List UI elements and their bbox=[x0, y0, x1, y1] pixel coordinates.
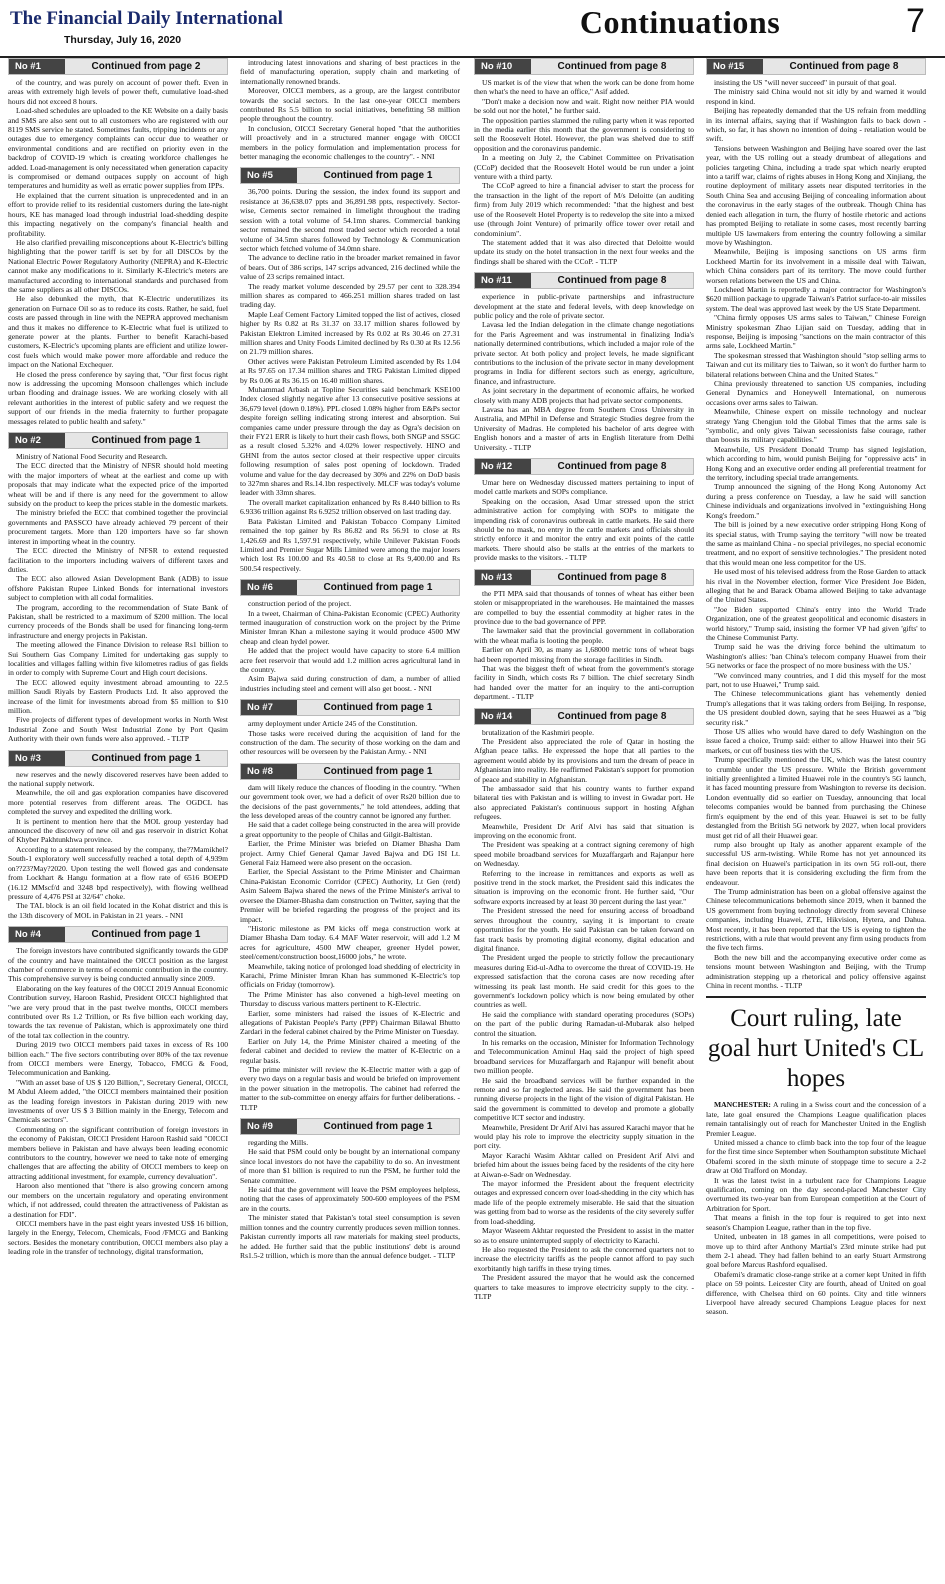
article-paragraph: He added that the project would have capacity to store 6.4 million acre feet reservoir that would add 1.2 million acres agricultural land in the country. bbox=[240, 646, 460, 674]
article-paragraph: Trump announced the signing of the Hong Kong Autonomy Act during a press conference on Tuesday, a law he said will sanction Chinese individuals and organizations involved in "extinguishing Hong Kong's freedom." bbox=[706, 482, 926, 520]
article-paragraph: The ECC directed the Ministry of NFSR to extend requested facilitation to the importers including waivers of different taxes and duties. bbox=[8, 546, 228, 574]
article-paragraph: Earlier on April 30, as many as 1,68000 metric tons of wheat bags had been reported missing from the storage facilities in Sindh. bbox=[474, 645, 694, 664]
article-paragraph: He also debunked the myth, that K-Electric underutilizes its generation on Furnace Oil so as to reduce its costs. Rather, he said, fuel costs are passed through in line with the NEPRA approved mechanism and thus it makes no difference to K-Electric what fuel is utilized to generate power at the plants. Further to benefit Karachi-based customers, K-Electric's upcoming plants are efficient and utilize lower-cost fuels which would make power more affordable and reduce the impact on the National Exchequer. bbox=[8, 294, 228, 370]
article-paragraph: Tensions between Washington and Beijing have soared over the last year, with the US rolling out a steady drumbeat of allegations and policies targeting China, including a trade spat which nearly erupted into a tariff war, claims of rights abuses in Hong Kong and Xinjiang, the routine deployment of military assets near disputed territories in the South China Sea and accusing Beijing of concealing information about the coronavirus in the early stages of the outbreak. Though China has denied each allegation in turn, the flurry of hostile rhetoric and actions has prompted Beijing to retaliate in some cases, most recently barring multiple US lawmakers from entering the country following a similar move by Washington. bbox=[706, 143, 926, 247]
article-block bbox=[240, 763, 460, 1112]
sports-paragraph: United missed a chance to climb back into the top four of the league for the first time since September when Southampton substitute Michael Obafemi scored in the sixth minute of stoppage time to secure a 2-2 draw at Old Trafford on Monday. bbox=[706, 1138, 926, 1176]
article-paragraph: "Historic milestone as PM kicks off mega construction work at Diamer Bhasha Dam today. 6.4 MAF Water reservoir, will add 1.2 M acres for agriculture, 4500 MW cheaper, greener Hydel power, steel/cement/construction boost,16000 jobs," he wrote. bbox=[240, 923, 460, 962]
continuation-header bbox=[8, 926, 228, 943]
article-paragraph: Both the new bill and the accompanying executive order come as tensions mount between Washington and Beijing, with the Trump administration stepping up a rhetorical and policy offensive against China in recent months. - TLTP bbox=[706, 952, 926, 990]
article-paragraph: He also clarified prevailing misconceptions about K-Electric's billing highlighting that the power tariff is set by for all DISCOs by the National Electric Power Regulatory Authority (NEPRA) and K-Electric cannot make any modifications to it. Similarly K-Electric's meters are manufactured according to international standards and purchased from the same suppliers as all other DISCOs. bbox=[8, 237, 228, 294]
article-paragraph: of the country, and was purely on account of power theft. Even in areas with extremely high levels of power theft, cumulative load-shed hours did not exceed 8 hours. bbox=[8, 78, 228, 106]
continuation-heading: Continued from page 1 bbox=[323, 765, 433, 777]
article-paragraph: Haroon also mentioned that "there is also growing concern among our members on the uncertain regulatory and operating environment which, if not addressed, could threaten the attractiveness of Pakistan as a destination for FDI". bbox=[8, 1181, 228, 1219]
continuation-header bbox=[474, 569, 694, 586]
article-paragraph: The foreign investors have contributed significantly towards the GDP of the country and have maintained the OICCI position as the largest chamber of commerce in terms of economic contribution in the country. This comprehensive survey is being conducted annually since 2009. bbox=[8, 946, 228, 984]
article-paragraph: Meanwhile, US President Donald Trump has signed legislation, which according to him, would punish Beijing for "oppressive acts" in Hong Kong and an executive order ending all preferential treatment for the territory, including special trade arrangements. bbox=[706, 444, 926, 483]
article-block bbox=[8, 432, 228, 744]
article-block bbox=[706, 58, 926, 990]
article-paragraph: The ready market volume descended by 29.57 per cent to 328.394 million shares as compared to 466.251 million shares traded on last trading day. bbox=[240, 281, 460, 310]
article-body bbox=[474, 292, 694, 452]
article-paragraph: The advance to decline ratio in the broader market remained in favor of bears. Out of 386 scrips, 147 scrips advanced, 216 declined while the value of 23 scrips remained intact. bbox=[240, 253, 460, 282]
article-paragraph: It is pertinent to mention here that the MOL group yesterday had announced the discovery of new oil and gas reservoir in district Kohat of Khyber Pakhtunkhwa province. bbox=[8, 816, 228, 845]
article-paragraph: Those tasks were received during the acquisition of land for the construction of the dam. The security of those working on the dam and other resources will be overseen by the Pakistan Army. - NNI bbox=[240, 728, 460, 757]
article-paragraph: Earlier, some ministers had raised the issues of K-Electric and allegations of Pakistan People's Party (PPP) Chairman Bilawal Bhutto Zardari in the federal cabinet chaired by the Prime Minister on Tuesday. bbox=[240, 1008, 460, 1037]
article-number-tag: No #8 bbox=[241, 764, 297, 779]
article-number-tag: No #10 bbox=[475, 59, 531, 74]
article-paragraph: The spokesman stressed that Washington should "stop selling arms to Taiwan and cut its military ties to Taiwan, so it won't do further harm to bilateral relations between China and the United States." bbox=[706, 350, 926, 379]
sports-paragraph: That means a finish in the top four is required to get into next season's Champion League, rather than in the top five. bbox=[706, 1213, 926, 1232]
continuation-header bbox=[240, 763, 460, 780]
continuation-header bbox=[240, 579, 460, 596]
continuation-heading: Continued from page 1 bbox=[323, 170, 433, 182]
masthead bbox=[0, 0, 945, 58]
article-body bbox=[8, 770, 228, 921]
article-body bbox=[474, 589, 694, 702]
article-body bbox=[240, 599, 460, 693]
sports-lead-text: A ruling in a Swiss court and the concession of a late, late goal ensured the Champions League qualification places remain tantalisingly out of reach for Manchester United in the English Premier League. bbox=[706, 1100, 926, 1138]
article-paragraph: As joint secretary in the department of economic affairs, he worked closely with many ADB projects that had private sector components. bbox=[474, 386, 694, 405]
continuation-heading: Continued from page 8 bbox=[557, 61, 667, 72]
column-4 bbox=[706, 58, 926, 1317]
article-paragraph: The overall market capitalization enhanced by Rs 8.440 billion to Rs 6.9336 trillion against Rs 6.9252 trillion observed on last trading day. bbox=[240, 497, 460, 517]
article-paragraph: new reserves and the newly discovered reserves have been added to the national supply network. bbox=[8, 769, 228, 789]
article-paragraph: He said that PSM could only be bought by an international company since local investors do not have the capability to do so. An investment of more than $1 billion is required to run the PSM, he further told the Senate committee. bbox=[240, 1147, 460, 1185]
article-block bbox=[8, 750, 228, 921]
article-paragraph: Those US allies who would have dared to defy Washington on the issue faced a choice, Trump said: either to allow Huawei into their 5G markets, or cut off business ties with the US. bbox=[706, 727, 926, 755]
article-paragraph: "With an asset base of US $ 120 Billion,", Secretary General, OICCI, M Abdul Aleem added, "the OICCI members maintained their position as the leading foreign investors in Pakistan during 2019 with new investments of over US $ 3 Billion mainly in the Energy, Telecom and Chemicals sectors". bbox=[8, 1077, 228, 1125]
article-paragraph: He closed the press conference by saying that, "Our first focus right now is addressing the upcoming Monsoon challenges which include urban flooding and drainage issues. We are working closely with all relevant authorities in the interest of public safety and we request the support of our friends in the media fraternity to further propagate messages related to public health and safety." bbox=[8, 369, 228, 426]
continuation-heading: Continued from page 8 bbox=[557, 571, 667, 583]
article-paragraph: Elaborating on the key features of the OICCI 2019 Annual Economic Contribution survey, Haroon Rashid, President OICCI highlighted that "we are very proud that in the past twelve months, OICCI members contributed over Rs 1.2 Trillion, or Rs five billion each working day, towards the tax revenue of Pakistan, which is approximately one third of the total tax collection in the country. bbox=[8, 983, 228, 1040]
article-paragraph: "Don't make a decision now and wait. Right now neither PIA would be sold out nor the hotel," he further said. bbox=[474, 96, 694, 116]
article-paragraph: The CCoP agreed to hire a financial adviser to start the process for the transaction in the light of the report of M/s Deloitte (an auditing firm) from July 2019 which recommended: "that the highest and best use of the Roosevelt Hotel Property is to redevelop the site into a mixed use (through Joint Venture) of primarily office tower over retail and condominium". bbox=[474, 181, 694, 238]
continuation-heading: Continued from page 1 bbox=[323, 702, 433, 714]
article-paragraph: Bata Pakistan Limited and Pakistan Tobacco Company Limited remained the top gainer by Rs 86.82 and Rs 56.91 to close at Rs 1,426.69 and Rs 1,597.91 respectively, while Unilever Pakistan Foods Limited and Premier Sugar Mills Limited were among the major losers which lost Rs 100.00 and Rs 40.58 to close at Rs 9,400.00 and Rs 500.54 respectively. bbox=[240, 516, 460, 573]
article-paragraph: Mayor Waseem Akhtar requested the President to assist in the matter so as to ensure uninterrupted supply of electricity to Karachi. bbox=[474, 1226, 694, 1245]
article-paragraph: The ministry briefed the ECC that combined together the provincial governments and PASSCO have already achieved 79 percent of their procurement targets. More than 120 importers have so far shown interest in importing wheat in the country. bbox=[8, 508, 228, 546]
article-paragraph: Maple Leaf Cement Factory Limited topped the list of actives, closed higher by Rs 0.82 at Rs 31.37 on 33.17 million shares followed by Pakistan Elektron Limited increased by Rs 0.02 at Rs 30.46 on 27.31 million shares and Unity Foods Limited declined by Rs 0.30 at Rs 12.56 on 21.79 million shares. bbox=[240, 309, 460, 357]
continuation-header bbox=[8, 750, 228, 767]
sports-paragraph: It was the latest twist in a turbulent race for Champions League qualification, coming on the day second-placed Manchester City overturned its two-year ban from European competition at the Court of Arbitration for Sport. bbox=[706, 1175, 926, 1213]
article-paragraph: Asim Bajwa said during construction of dam, a number of allied industries including steel and cement will also get boost. - NNI bbox=[240, 674, 460, 693]
continuation-header bbox=[706, 58, 926, 75]
continuation-header bbox=[474, 708, 694, 725]
article-paragraph: That was the biggest theft of wheat from the government's storage facility in Sindh, which costs Rs 7 billion. The chief secretary Sindh had handed over the matter for an inquiry to the anti-corruption department. - TLTP bbox=[474, 663, 694, 702]
article-paragraph: "We convinced many countries, and I did this myself for the most part, not to use Huawei," Trump said. bbox=[706, 670, 926, 689]
article-paragraph: He used most of his televised address from the Rose Garden to attack his rival in the November election, former Vice President Joe Biden, alleging that he and Barack Obama allowed Beijing to take advantage of the United States. bbox=[706, 567, 926, 605]
article-number-tag: No #7 bbox=[241, 700, 297, 715]
continuation-heading: Continued from page 1 bbox=[323, 582, 433, 594]
section-title: Continuations bbox=[579, 4, 781, 40]
article-paragraph: The President assured the mayor that he would ask the concerned quarters to take measures to improve electricity supply to the city. - TLTP bbox=[474, 1273, 694, 1301]
article-block bbox=[8, 58, 228, 426]
article-paragraph: Earlier on July 14, the Prime Minister chaired a meeting of the federal cabinet and decided to review the matter of K-Electric on a regular basis. bbox=[240, 1036, 460, 1065]
article-paragraph: Meanwhile, Chinese expert on missile technology and nuclear strategy Yang Chengjun told the Global Times that the arms sale is "symbolic, and only gives Taiwan secessionists false courage, rather than boosts its military capabilities." bbox=[706, 407, 926, 445]
article-paragraph: He said the broadband services will be further expanded in the remote and so far neglected areas. He said the government has been running diverse projects in the light of the vision of digital Pakistan. He said the government is committed to develop and promote a globally competitive ICT sector and industry. bbox=[474, 1075, 694, 1123]
article-paragraph: Lockheed Martin is reportedly a major contractor for Washington's $620 million package to upgrade Taiwan's Patriot surface-to-air missiles system. The deal was approved last week by the US State Department. bbox=[706, 284, 926, 313]
article-paragraph: The ECC allowed equity investment abroad amounting to 22.5 million Saudi Riyals by Eastern Products Ltd. It also approved the increase of the limit for investments abroad from $5 million to $10 million. bbox=[8, 677, 228, 715]
article-paragraph: Ministry of National Food Security and Research. bbox=[16, 452, 168, 462]
article-number-tag: No #4 bbox=[9, 927, 65, 942]
article-paragraph: Umar here on Wednesday discussed matters pertaining to input of model cattle markets and SOPs compliance. bbox=[474, 478, 694, 497]
article-paragraph: The mayor informed the President about the frequent electricity outages and expressed concern over load-shedding in the city which has made life of the people extremely miserable. He said that the situation was getting from bad to worse as the residents of the city severely suffer from load-shedding. bbox=[474, 1179, 694, 1226]
article-body bbox=[706, 78, 926, 990]
article-paragraph: In a meeting on July 2, the Cabinet Committee on Privatisation (CCoP) decided that the Roosevelt Hotel would be run under a joint venture with a third party. bbox=[474, 153, 694, 182]
article-paragraph: He said the compliance with standard operating procedures (SOPs) on the part of the public during Ramadan-ul-Mubarak also helped control the situation. bbox=[474, 1009, 694, 1038]
article-paragraph: In conclusion, OICCI Secretary General hoped "that the authorities will proactively and in a structured manner engage with OICCI members in the policy formulation and implementation process for better managing the economic challenges to the country". - NNI bbox=[240, 123, 460, 162]
sports-story bbox=[706, 996, 926, 1316]
article-paragraph: OICCI members have in the past eight years invested US$ 16 billion, largely in the Energy, Telecom, Chemicals, Food /FMCG and Banking sectors. Besides the monetary contribution, OICCI members also play a leading role in the transfer of technology, digital transformation, bbox=[8, 1218, 228, 1257]
continuation-heading: Continued from page 8 bbox=[789, 61, 899, 72]
article-paragraph: During 2019 two OICCI members paid taxes in excess of Rs 100 billion each." The five sectors contributing over 80% of the tax revenue from OICCI members were Energy, Tobacco, FMCG & Food, Telecommunication and Banking. bbox=[8, 1040, 228, 1078]
article-block bbox=[240, 699, 460, 757]
article-paragraph: The Prime Minister has also convened a high-level meeting on Thursday to discuss various matters pertinent to K-Electric. bbox=[240, 989, 460, 1009]
article-number-tag: No #3 bbox=[9, 751, 65, 766]
article-paragraph: The lawmaker said that the provincial government in collaboration with the wheat mafia is looting the people. bbox=[474, 626, 694, 645]
article-paragraph: The ambassador said that his country wants to further expand bilateral ties with Pakistan and is willing to invest in Gwadar port. He also appreciated Pakistan's continuous support in hosting Afghan refugees. bbox=[474, 784, 694, 822]
article-paragraph: He also requested the President to ask the concerned quarters not to increase the electricity tariffs as the people cannot afford to pay such exorbitantly high tariffs in these trying times. bbox=[474, 1244, 694, 1273]
article-paragraph: The minister stated that Pakistan's total steel consumption is seven million tonnes and the country currently produces seven million tonnes. Pakistan currently imports all raw materials for making steel products, he added. He further said that the public institutions' debt is around Rs1.5-2 trillion, which is more than the annual defence budget. - TLTP bbox=[240, 1213, 460, 1260]
article-paragraph: Trump specifically mentioned the UK, which was the latest country to crumble under the US pressure. While the British government initially greenlighted a limited Huawei role in the country's 5G launch, it has faced mounting pressure from Washington to reverse its decision. London eventually did so earlier on Tuesday, announcing that local telecoms companies would be banned from purchasing the Chinese firm's equipment by the end of this year. Huawei is set to be fully destangled from the British 5G network by 2027, when local providers must get rid of all their Huawei gear. bbox=[706, 755, 926, 840]
continuation-heading: Continued from page 1 bbox=[323, 1121, 433, 1133]
article-number-tag: No #13 bbox=[475, 570, 531, 585]
continuation-header bbox=[474, 58, 694, 75]
continuation-heading: Continued from page 1 bbox=[91, 435, 201, 447]
column-1 bbox=[8, 58, 228, 1263]
continuation-heading: Continued from page 2 bbox=[91, 61, 201, 72]
article-paragraph: Meanwhile, taking notice of prolonged load shedding of electricity in Karachi, Prime Minister Imran Khan has summoned K-Electric's top officials on Friday (tomorrow). bbox=[240, 961, 460, 990]
article-body bbox=[474, 78, 694, 266]
column-3 bbox=[474, 58, 694, 1307]
article-body bbox=[8, 452, 228, 744]
sports-paragraph: Obafemi's dramatic close-range strike at a corner kept United in fifth place on 59 points. Leicester City are fourth, ahead of United on goal difference, with Chelsea third on 60 points. City and title winners Liverpool have already secured Champions League places for next season. bbox=[706, 1269, 926, 1317]
article-number-tag: No #5 bbox=[241, 168, 297, 183]
article-paragraph: introducing latest innovations and sharing of best practices in the field of manufacturing operation, supply chain and marketing of internationally renowned brands. bbox=[240, 58, 460, 86]
article-block bbox=[474, 569, 694, 702]
article-paragraph: Moreover, OICCI members, as a group, are the largest contributor towards the social sectors. In the last one-year OICCI members contributed Rs 5.5 billion to social initiatives, benefitting 58 million people throughout the country. bbox=[240, 86, 460, 124]
sports-paragraph bbox=[706, 1100, 926, 1138]
article-paragraph: Speaking on the occasion, Asad Umar stressed upon the strict administrative action for complying with SOPs to mitigate the impending risk of coronavirus outbreak in cattle markets. He said there should be no mask, no entry in the cattle markets and officials should strictly enforce it and monitor the entry and exit points of the cattle markets. There should also be stalls at the entries of the markets to provide masks to the visitors. - TLTP bbox=[474, 496, 694, 563]
newspaper-brand: The Financial Daily International bbox=[10, 8, 283, 29]
article-paragraph: Mayor Karachi Wasim Akhtar called on President Arif Alvi and briefed him about the issues being faced by the residents of the city here at Aiwan-e-Sadr on Wednesday. bbox=[474, 1150, 694, 1179]
article-paragraph: The President also appreciated the role of Qatar in hosting the Afghan peace talks. He expressed the hope that all parties to the agreement would abide by its provisions and turn the dream of peace in Afghanistan into reality. He reaffirmed Pakistan's support for promotion of peace and stability in Afghanistan. bbox=[474, 736, 694, 784]
article-paragraph: The prime minister will review the K-Electric matter with a gap of every two days on a regular basis and would be briefed on improvement in the power situation in the metropolis. The cabinet had referred the matter to the sub-committee on energy affairs for further deliberations. - TLTP bbox=[240, 1065, 460, 1112]
article-block bbox=[240, 1118, 460, 1260]
article-paragraph: brutalization of the Kashmiri people. bbox=[482, 727, 594, 737]
article-block bbox=[474, 708, 694, 1302]
article-body bbox=[240, 187, 460, 573]
issue-date: Thursday, July 16, 2020 bbox=[64, 34, 182, 46]
article-number-tag: No #1 bbox=[9, 59, 65, 74]
article-body bbox=[474, 478, 694, 563]
article-number-tag: No #15 bbox=[707, 59, 763, 74]
dateline: MANCHESTER: bbox=[714, 1100, 771, 1110]
article-body bbox=[240, 719, 460, 757]
article-paragraph: dam will likely reduce the chances of flooding in the country. "When our government took over, we had a deficit of over Rs20 billion due to the decisions of the past governments," he told attendees, adding that the less developed areas of the country cannot be ignored any further. bbox=[240, 782, 460, 821]
article-block bbox=[474, 272, 694, 452]
article-paragraph: The meeting allowed the Finance Division to release Rs1 billion to Sui Southern Gas Company Limited for undertaking gas supply to localities and villages falling within five kilometres radius of gas fields in order to comply with Supreme Court and High court decisions. bbox=[8, 640, 228, 678]
column-2 bbox=[240, 58, 460, 1266]
article-paragraph: The ministry said China would not sit idly by and warned it would respond in kind. bbox=[706, 87, 926, 106]
article-block bbox=[474, 58, 694, 266]
article-paragraph: "China firmly opposes US arms sales to Taiwan," Chinese Foreign Ministry spokesman Zhao Lijian said on Tuesday, adding that in response, Beijing is imposing "sanctions on the main contractor of this arms sale, Lockheed Martin." bbox=[706, 313, 926, 351]
article-paragraph: Earlier, the Prime Minister was briefed on Diamer Bhasha Dam project. Army Chief General Qamar Javed Bajwa and DG ISI Lt. General Faiz Hameed were also present on the occasion. bbox=[240, 839, 460, 868]
continuation-header bbox=[240, 699, 460, 716]
article-block bbox=[240, 167, 460, 573]
article-paragraph: 36,700 points. During the session, the index found its support and resistance at 36,638.07 ppts and 36,891.98 ppts, respectively. Sector-wise, Cements sector remained in limelight throughout the trading session with a total volume of 54.1mn shares. Commercial banking sector remained the second most traded sector which recorded a total volume of 34.5mn shares followed by Technology & Communication sector which fetched volume of 34.0mn share. bbox=[240, 187, 460, 253]
article-number-tag: No #14 bbox=[475, 709, 531, 724]
article-paragraph: Commenting on the significant contribution of foreign investors in the economy of Pakistan, OICCI President Haroon Rashid said "OICCI members believe in Pakistan and have always been leading economic contributors to the country, however we need to take note of emerging challenges that are affecting the ability of OICCI members to keep on attracting additional investment, for example, currency devaluation". bbox=[8, 1124, 228, 1181]
article-paragraph: He said that a cadet college being constructed in the area will provide a great opportunity to the people of Chilas and Gilgit-Baltistan. bbox=[240, 820, 460, 839]
continuation-heading: Continued from page 1 bbox=[91, 929, 201, 941]
article-paragraph: Trump said he was the driving force behind the ultimatum to Washington's allies: 'ban China's telecom company Huawei from their 5G networks or face the prospect of no more business with the US.' bbox=[706, 642, 926, 671]
article-paragraph: The ECC also allowed Asian Development Bank (ADB) to issue offshore Pakistan Rupee Linked Bonds for international investors subject to completion with all codal formalities. bbox=[8, 574, 228, 603]
article-paragraph: construction period of the project. bbox=[248, 599, 352, 609]
article-paragraph: The TAL block is an oil field located in the Kohat district and this is the 13th discovery of MOL in Pakistan in 21 years. - NNI bbox=[8, 901, 228, 920]
article-paragraph: He explained that the current situation is unprecedented and in an effort to provide relief to its residential customers during the late-night hours, KE has managed load through industrial load-shedding despite this impacting negatively on the company's financial health and profitability. bbox=[8, 190, 228, 238]
article-body bbox=[474, 728, 694, 1302]
article-number-tag: No #6 bbox=[241, 580, 297, 595]
article-block bbox=[474, 458, 694, 563]
sports-headline: Court ruling, late goal hurt United's CL hopes bbox=[707, 1005, 925, 1093]
article-paragraph: The President urged the people to strictly follow the precautionary measures during Eid-ul-Adha to overcome the threat of COVID-19. He expressed satisfaction that the corona cases are now receding after witnessing its peak last month. He said credit for this goes to the government's lockdown policy which is now being emulated by other countries as well. bbox=[474, 953, 694, 1010]
article-block bbox=[8, 926, 228, 1256]
article-paragraph: According to a statement released by the company, the??Mamikhel?South-1 exploratory well successfully reached a total depth of 4,939m on??23?May?2020. Upon testing the well flowed gas and condensate from Lockhart & Hangu formation at a flow rate of 6516 BOEPD (16.12 MMscf/d and 3248 bpd respectively), with flowing wellhead pressure of 4,476 PSI at 32/64" choke. bbox=[8, 844, 228, 901]
continuation-heading: Continued from page 8 bbox=[557, 461, 667, 473]
article-paragraph: The opposition parties slammed the ruling party when it was reported in the media earlier this month that the government is considering to sell the Roosevelt Hotel. However, the plan was shelved due to stiff opposition and the coronavirus pandemic. bbox=[474, 115, 694, 153]
article-body bbox=[8, 78, 228, 426]
article-paragraph: In a tweet, Chairman of China-Pakistan Economic (CPEC) Authority termed inauguration of construction work on the project by the Prime Minister Imran Khan a milestone saying it would produce 4500 MW cheap and clean hydel power. bbox=[240, 608, 460, 646]
article-paragraph: Muhammad Arbash at Topline Securities said benchmark KSE100 Index closed slightly negative after 13 consecutive positive sessions at 36,679 level (down 0.18%). PPL closed 1.08% higher from E&Ps sector despite foreign selling indicating strong interest and absorption. Sui companies came under pressure through the day as Ogra's decision on their FY21 ERR is likely to hurt their cash flows, both SNGP and SSGC as a result closed 5.32% and 4.02% lower respectively. HINO and GHNI from the autos sector closed at their respective upper circuits following resumption of sales post opening of lockdown. Traded volume and value for the day decreased by 30% and 22% on DoD basis to 327mn shares and Rs.14.1bn respectively. MLCF was today's volume leader with 33mn shares. bbox=[240, 385, 460, 498]
article-body bbox=[240, 58, 460, 161]
article-paragraph: Earlier, the Special Assistant to the Prime Minister and Chairman China-Pakistan Economic Corridor (CPEC) Authority, Lt Gen (retd) Asim Saleem Bajwa shared the news of the Prime Minister's arrival to oversee the Diamer-Bhasha dam construction on Twitter, saying that the Premier will be briefed regarding the progress of the project and its impact. bbox=[240, 867, 460, 924]
article-block bbox=[240, 579, 460, 693]
article-paragraph: regarding the Mills. bbox=[248, 1138, 309, 1148]
sports-paragraph: United, unbeaten in 18 games in all competitions, were poised to move up to third after Anthony Martial's 23rd minute strike had put them 2-1 ahead. They had fallen behind to an early Stuart Armstrong goal before Marcus Rashford equalised. bbox=[706, 1232, 926, 1270]
continuation-header bbox=[8, 432, 228, 449]
article-paragraph: The President stressed the need for ensuring access of broadband serves throughout the country, saying it is important to create opportunities for the youth. He said Pakistan can be taken forward on fast track basis by promoting digital economy, digital education and digital finance. bbox=[474, 906, 694, 953]
article-block bbox=[240, 58, 460, 161]
article-paragraph: He said that the government will leave the PSM employees helpless, noting that the cases of approximately 500-600 employees of the PSM are in the courts. bbox=[240, 1185, 460, 1213]
article-number-tag: No #9 bbox=[241, 1119, 297, 1134]
article-paragraph: Referring to the increase in remittances and exports as well as positive trend in the stock market, the President said this indicates the situation is improving on the economic front. He further said, "Our software exports increased by at least 30 percent during the last year." bbox=[474, 868, 694, 906]
page-number: 7 bbox=[906, 2, 925, 40]
article-paragraph: The Chinese telecommunications giant has vehemently denied Trump's allegations that it was taking orders from Beijing. In response, the US president doubled down, saying that he sees Huawei as a "big security risk." bbox=[706, 689, 926, 727]
article-paragraph: The President was speaking at a contract signing ceremony of high speed mobile broadband services for Muzaffargarh and Rajanpur here on Wednesday. bbox=[474, 840, 694, 869]
continuation-heading: Continued from page 8 bbox=[557, 275, 667, 287]
article-body bbox=[240, 1138, 460, 1260]
article-paragraph: Meanwhile, the oil and gas exploration companies have discovered more potential reserves from different areas. The OGDCL has completed the survey and expedited the drilling work. bbox=[8, 788, 228, 817]
article-paragraph: In his remarks on the occasion, Minister for Information Technology and Telecommunication Aminul Haq said the project of high speed broadband services for Muzaffargarh and Rajanpur will benefit about two million people. bbox=[474, 1037, 694, 1076]
article-paragraph: Beijing has repeatedly demanded that the US refrain from meddling in its internal affairs, saying that if Washington fails to back down - which, so far, it has shown no intention of doing - retaliation would be swift. bbox=[706, 106, 926, 144]
article-paragraph: experience in public-private partnerships and infrastructure development at the state and federal levels, with deep knowledge on public policy and the role of private sector. bbox=[474, 292, 694, 320]
article-paragraph: the PTI MPA said that thousands of tonnes of wheat has either been stolen or misappropriated in the warehouses. He maintained the masses are compelled to buy the essential commodity at higher rates in the province due to the bad governance of PPP. bbox=[474, 588, 694, 626]
article-paragraph: Lavasa has an MBA degree from Southern Cross University in Australia, and MPhil in Defense and Strategic Studies degree from the University of Madras. He completed his bachelor of arts degree with English honors and a master of arts in English literature from Delhi University. - TLTP bbox=[474, 405, 694, 452]
continuation-header bbox=[474, 458, 694, 475]
continuation-header bbox=[240, 1118, 460, 1135]
article-paragraph: insisting the US "will never succeed" in pursuit of that goal. bbox=[714, 78, 897, 87]
article-paragraph: Meanwhile, President Dr Arif Alvi has assured Karachi mayor that he would play his role to improve the electricity supply situation in the port city. bbox=[474, 1122, 694, 1151]
continuation-heading: Continued from page 8 bbox=[557, 710, 667, 722]
article-paragraph: The bill is joined by a new executive order stripping Hong Kong of its special status, with Trump saying the territory "will now be treated the same as mainland China - no special privileges, no special economic treatment, and no export of sensitive technologies." The president noted that this would mean one less competitor for the US. bbox=[706, 520, 926, 567]
continuation-header bbox=[240, 167, 460, 184]
article-paragraph: The ECC directed that the Ministry of NFSR should hold meeting with the major importers of wheat at the earliest and come up with proposals that may indicate what the expected price of the imported wheat will be and if there is any need for the government to allow subsidy on the product to keep the prices stable in the domestic markets. bbox=[8, 461, 228, 509]
article-paragraph: US market is of the view that when the work can be done from home then what's the need to have an office," Asif added. bbox=[474, 78, 694, 97]
article-paragraph: rump also brought up Italy as another apparent example of the successful US arm-twisting. While Rome has not yet announced its final decision on Huawei's participation in its own 5G roll-out, there have been reports that it is considering excluding the firm from the endeavour. bbox=[706, 839, 926, 887]
article-paragraph: Five projects of different types of development works in North West Industrial Zone and South West Industrial Zone by Port Qasim Authority with their own funds were also approved. - TLTP bbox=[8, 715, 228, 744]
continuation-heading: Continued from page 1 bbox=[91, 752, 201, 764]
article-body bbox=[240, 783, 460, 1112]
article-paragraph: "Joe Biden supported China's entry into the World Trade Organization, one of the greatest geopolitical and economic disasters in world history," Trump said, insisting the former VP had given 'gifts' to the Chinese Communist Party. bbox=[706, 604, 926, 642]
continuation-header bbox=[474, 272, 694, 289]
continuation-header bbox=[8, 58, 228, 75]
article-paragraph: army deployment under Article 245 of the Constitution. bbox=[248, 719, 418, 729]
article-paragraph: The program, according to the recommendation of State Bank of Pakistan, shall be restricted to a maximum of $200 million. The local currency proceeds of the Bonds shall be used for financing long-term infrastructure and energy projects in Pakistan. bbox=[8, 602, 228, 640]
article-body bbox=[8, 946, 228, 1256]
article-number-tag: No #12 bbox=[475, 459, 531, 474]
article-number-tag: No #11 bbox=[475, 273, 531, 288]
article-number-tag: No #2 bbox=[9, 433, 65, 448]
article-paragraph: The Trump administration has been on a global offensive against the Chinese telecommunications behemoth since 2019, when it banned the US government from buying technology directly from several Chinese companies, including Huawei, ZTE, Hikvision, Hytera, and Dahua. Most recently, it has been reported that the US is eyeing to tighten the restrictions, with a rule that would prevent any firm using products from the five tech firms. bbox=[706, 886, 926, 953]
article-paragraph: Load-shed schedules are uploaded to the KE Website on a daily basis and SMS are also sent out to all customers who are registered with our 8119 SMS service he stated. Sometimes faults, tripping incidents or any outages due to emergency complaints can occur due to weather or environmental conditions and are rectified on priority even in the backdrop of COVID-19 which is creating workforce challenges he added. Load-management is only necessitated when generation capacity is compromised or demand outpaces supply on account of high temperatures and humidity as well as erratic power supplies from IPPs. bbox=[8, 106, 228, 191]
article-paragraph: Other actives were Pakistan Petroleum Limited ascended by Rs 1.04 at Rs 97.65 on 17.34 million shares and TRG Pakistan Limited dipped by Rs 0.06 at Rs 36.15 on 16.40 million shares. bbox=[240, 356, 460, 385]
article-paragraph: China previously threatened to sanction US companies, including General Dynamics and Honeywell International, on numerous occasions over arms sales to Taiwan. bbox=[706, 379, 926, 407]
article-paragraph: Lavasa led the Indian delegation in the climate change negotiations for the Paris Agreement and was instrumental in finalizing India's nationally determined contributions, which included a major role of the private sector. At both policy and project levels, he made significant contributions to the inclusion of the private sector in many development programs in India for different sectors such as energy, agriculture, finance, and infrastructure. bbox=[474, 320, 694, 386]
article-paragraph: Meanwhile, President Dr Arif Alvi has said that situation is improving on the economic front. bbox=[474, 821, 694, 841]
article-paragraph: The statement added that it was also directed that Deloitte would update its study on the hotel transaction in the next four weeks and the findings shall be shared with the CCoP. - TLTP bbox=[474, 237, 694, 266]
article-paragraph: Meanwhile, Beijing is imposing sanctions on US arms firm Lockheed Martin for its involvement in a missile deal with Taiwan, which China considers part of its territory. The move could further worsen relations between the US and China. bbox=[706, 247, 926, 285]
